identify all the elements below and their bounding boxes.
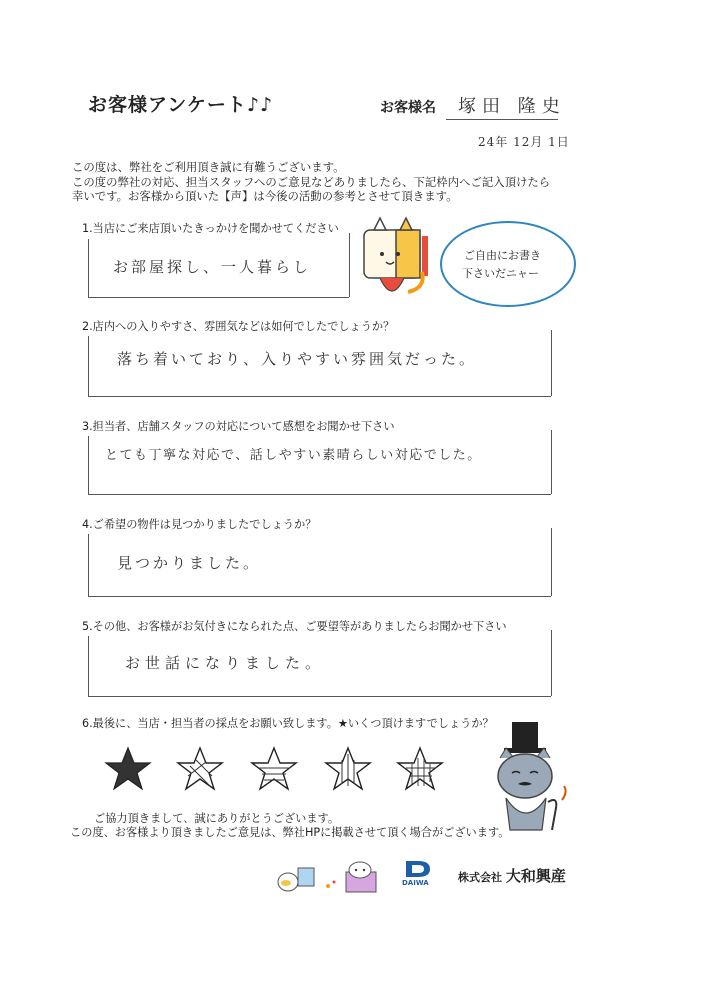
question-6-label: 6.最後に、当店・担当者の採点をお願い致します。★いくつ頂けますでしょうか？: [82, 717, 494, 730]
bubble-line-2: 下さいだニャー: [462, 267, 539, 280]
mascot-speech-bubble: [440, 221, 576, 307]
question-1-label: 1.当店にご来店頂いたきっかけを聞かせてください: [82, 222, 339, 235]
small-mascots-icon: [274, 860, 384, 896]
intro-line-1: この度は、弊社をご利用頂き誠に有難うございます。: [72, 160, 345, 174]
intro-line-3: 幸いです。お客様から頂いた【声】は今後の活動の参考とさせて頂きます。: [72, 189, 458, 203]
question-2-answer: 落ち着いており、入りやすい雰囲気だった。: [117, 350, 478, 368]
footer-thanks-line-1: ご協力頂きまして、誠にありがとうございます。: [94, 812, 340, 825]
customer-name-underline: [446, 119, 558, 120]
bubble-line-1: ご自由にお書き: [464, 249, 541, 262]
box-cat-mascot-icon: [352, 212, 442, 312]
star-5-icon: [396, 746, 444, 792]
question-5-answer-box: [88, 636, 551, 697]
star-3-icon: [250, 746, 298, 792]
question-3-answer: とても丁寧な対応で、話しやすい素晴らしい対応でした。: [105, 448, 482, 463]
company-name: [458, 865, 566, 886]
question-1-answer: お部屋探し、一人暮らし: [113, 258, 312, 276]
question-4-answer: 見つかりました。: [117, 554, 262, 572]
daiwa-logo-icon: [404, 859, 432, 879]
question-2-answer-box: [88, 336, 551, 397]
customer-name-value: 塚田 隆史: [458, 96, 566, 117]
question-5-label: 5.その他、お客様がお気付きになられた点、ご要望等がありましたらお聞かせ下さい: [82, 620, 507, 633]
company-main-name: 大和興産: [505, 867, 566, 885]
question-3-label: 3.担当者、店舗スタッフの対応について感想をお聞かせ下さい: [82, 420, 395, 433]
customer-name-label: お客様名: [380, 100, 436, 116]
question-1-answer-box: [88, 239, 349, 298]
star-1-icon: [104, 746, 152, 792]
question-3-answer-box: [88, 436, 551, 495]
page-title: お客様アンケート♪♪: [88, 94, 274, 116]
company-prefix: 株式会社: [458, 871, 502, 884]
footer-thanks: [70, 812, 510, 840]
star-2-icon: [176, 746, 224, 792]
intro-line-2: この度の弊社の対応、担当スタッフへのご意見などありましたら、下記枠内へご記入頂けたら: [72, 174, 551, 189]
footer-thanks-line-2: この度、お客様より頂きましたご意見は、弊社HPに掲載させて頂く場合がございます。: [70, 826, 510, 839]
star-4-icon: [324, 746, 372, 792]
intro-text: [72, 160, 550, 204]
question-5-answer: お世話になりました。: [125, 654, 326, 672]
daiwa-brand-text: DAIWA: [402, 879, 429, 887]
question-4-label: 4.ご希望の物件は見つかりましたでしょうか？: [82, 518, 317, 531]
question-4-answer-box: [88, 534, 551, 597]
survey-date: 24年 12月 1日: [478, 135, 570, 149]
star-rating: [104, 746, 464, 792]
question-2-label: 2.店内への入りやすさ、雰囲気などは如何でしたでしょうか？: [82, 320, 395, 333]
